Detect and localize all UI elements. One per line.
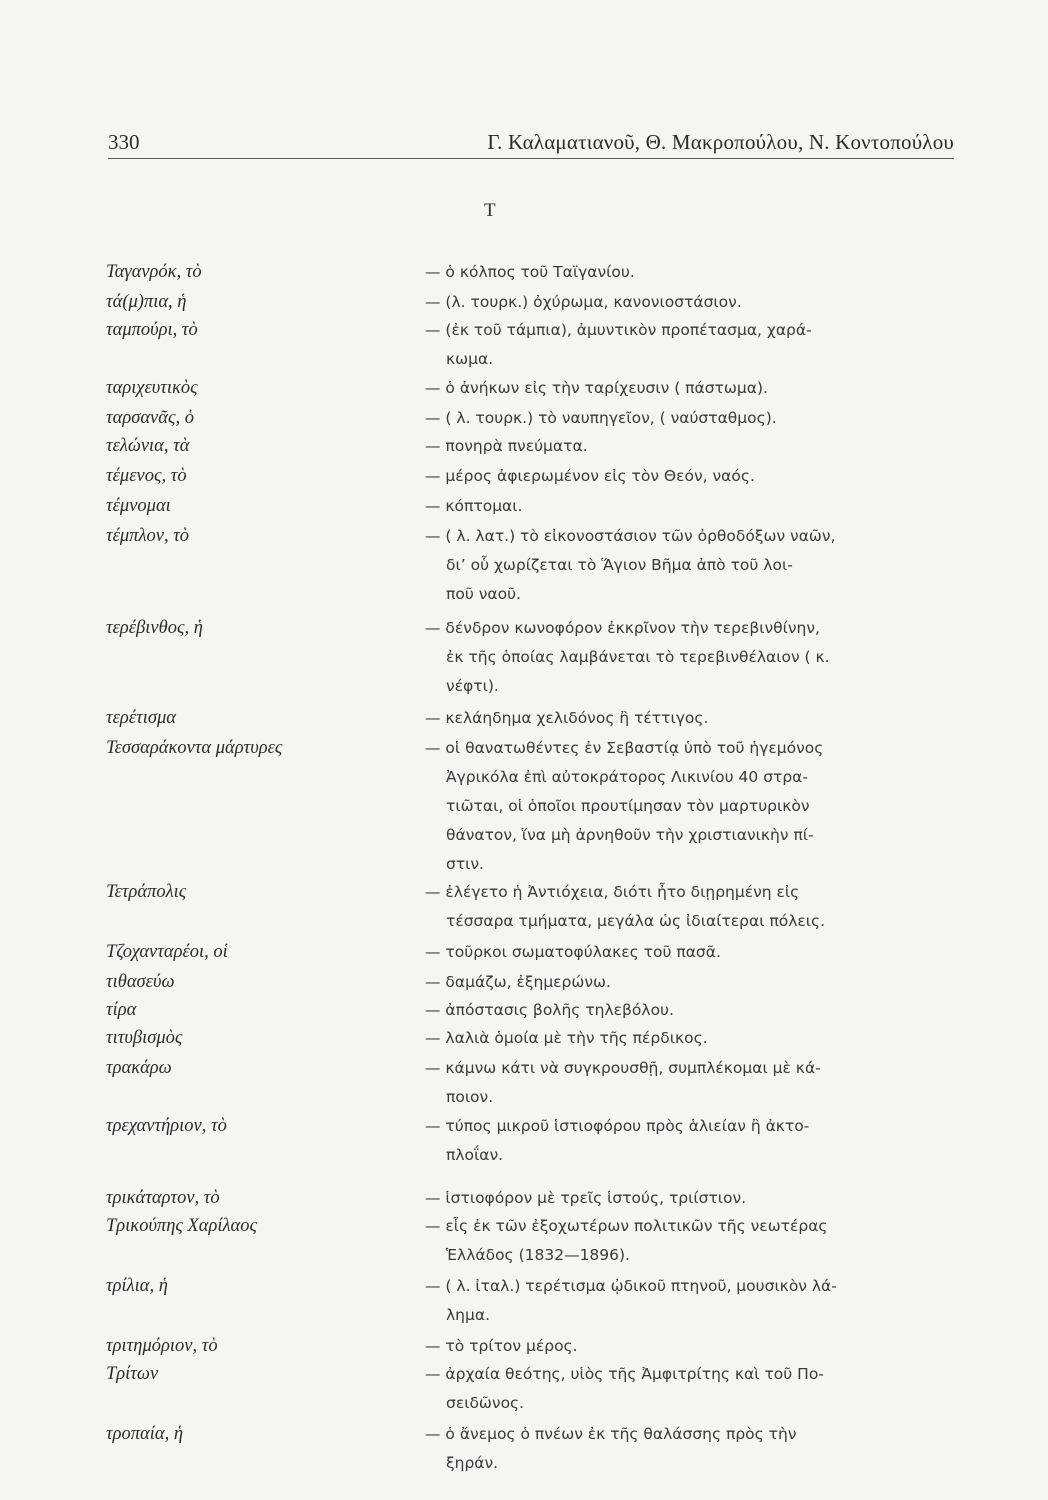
entry-term: Τεσσαράκοντα μάρτυρες [106, 738, 283, 758]
entry-term: ταμπούρι, τὸ [106, 320, 198, 340]
entry-term: τελώνια, τὰ [106, 436, 190, 456]
definition-line: — τοῦρκοι σωματοφύλακες τοῦ πασᾶ. [425, 943, 721, 961]
entry-term: τέμνομαι [106, 496, 171, 516]
entry-definition [425, 1332, 965, 1361]
definition-line: — πονηρὰ πνεύματα. [425, 437, 588, 455]
entry-term: τέμενος, τὸ [106, 466, 187, 486]
entry-definition [425, 996, 965, 1025]
definition-line: — ἐλέγετο ἡ Ἀντιόχεια, διότι ἦτο διῃρημένη εἰς [425, 883, 800, 901]
entry-term: Τρίτων [106, 1364, 159, 1384]
entry-definition [425, 404, 965, 433]
entry-term: τερέτισμα [106, 708, 176, 728]
definition-line: στιν. [446, 855, 484, 873]
entry-definition [425, 288, 965, 317]
definition-line: — δένδρον κωνοφόρον ἐκκρῖνον τὴν τερεβινθίνην, [425, 619, 820, 637]
entry-definition [425, 734, 965, 879]
definition-line: — τὸ τρίτον μέρος. [425, 1337, 578, 1355]
entry-definition [425, 522, 965, 609]
entry-term: τά(μ)πια, ἡ [106, 292, 187, 312]
entry-definition [425, 968, 965, 997]
definition-line: — ἱστιοφόρον μὲ τρεῖς ἱστούς, τριίστιον. [425, 1189, 747, 1207]
section-letter: Τ [484, 200, 496, 221]
definition-line: — ( λ. ἰταλ.) τερέτισμα ᾠδικοῦ πτηνοῦ, μουσικὸν λά- [425, 1277, 837, 1295]
definition-line: Ἑλλάδος (1832—1896). [446, 1246, 630, 1264]
definition-line: — λαλιὰ ὁμοία μὲ τὴν τῆς πέρδικος. [425, 1029, 708, 1047]
definition-line: — ( λ. τουρκ.) τὸ ναυπηγεῖον, ( ναύσταθμος). [425, 409, 777, 427]
definition-line: — (λ. τουρκ.) ὀχύρωμα, κανονιοστάσιον. [425, 293, 742, 311]
definition-line: δι’ οὗ χωρίζεται τὸ Ἅγιον Βῆμα ἀπὸ τοῦ λοι- [446, 556, 793, 574]
definition-line: — ὁ ἀνήκων εἰς τὴν ταρίχευσιν ( πάστωμα). [425, 379, 768, 397]
entry-definition [425, 704, 965, 733]
entry-term: Τρικούπης Χαρίλαος [106, 1216, 258, 1236]
definition-line: πλοΐαν. [446, 1146, 504, 1164]
entry-definition [425, 1212, 965, 1270]
definition-line: ποῦ ναοῦ. [446, 585, 521, 603]
entry-definition [425, 374, 965, 403]
entry-definition [425, 878, 965, 936]
definition-line: — (ἐκ τοῦ τάμπια), ἀμυντικὸν προπέτασμα, χαρά- [425, 321, 812, 339]
definition-line: — ἀπόστασις βολῆς τηλεβόλου. [425, 1001, 674, 1019]
entry-term: τίρα [106, 1000, 137, 1020]
entry-term: τρακάρω [106, 1058, 172, 1078]
definition-line: — εἷς ἐκ τῶν ἐξοχωτέρων πολιτικῶν τῆς νεωτέρας [425, 1217, 828, 1235]
entry-definition [425, 258, 965, 287]
entry-term: τερέβινθος, ἡ [106, 618, 203, 638]
definition-line: — ὁ κόλπος τοῦ Ταϊγανίου. [425, 263, 635, 281]
definition-line: ἐκ τῆς ὁποίας λαμβάνεται τὸ τερεβινθέλαιον ( κ. [446, 648, 830, 666]
running-head: Γ. Καλαματιανοῦ, Θ. Μακροπούλου, Ν. Κοντοπούλου [487, 130, 954, 154]
page-number: 330 [108, 130, 140, 154]
definition-line: τιῶται, οἱ ὁποῖοι προυτίμησαν τὸν μαρτυρικὸν [446, 797, 810, 815]
definition-line: — ( λ. λατ.) τὸ εἰκονοστάσιον τῶν ὀρθοδόξων ναῶν, [425, 527, 836, 545]
entry-definition [425, 1184, 965, 1213]
entry-term: τρίλια, ἡ [106, 1276, 168, 1296]
definition-line: ξηράν. [446, 1454, 499, 1472]
definition-line: Ἀγρικόλα ἐπὶ αὐτοκράτορος Λικινίου 40 στρα- [446, 768, 808, 786]
entry-definition [425, 614, 965, 701]
entry-term: ταρσανᾶς, ὁ [106, 408, 194, 428]
entry-term: τιθασεύω [106, 972, 175, 992]
entry-term: Τζοχανταρέοι, οἱ [106, 942, 228, 962]
entry-term: τριτημόριον, τὸ [106, 1336, 218, 1356]
definition-line: νέφτι). [446, 677, 499, 695]
entry-definition [425, 1024, 965, 1053]
definition-line: — τύπος μικροῦ ἱστιοφόρου πρὸς ἁλιείαν ἢ ἀκτο- [425, 1117, 810, 1135]
entry-term: ταριχευτικὸς [106, 378, 198, 398]
entry-definition [425, 1272, 965, 1330]
definition-line: κωμα. [446, 350, 494, 368]
definition-line: σειδῶνος. [446, 1394, 525, 1412]
entry-definition [425, 1360, 965, 1418]
definition-line: — οἱ θανατωθέντες ἐν Σεβαστίᾳ ὑπὸ τοῦ ἡγεμόνος [425, 739, 824, 757]
entry-term: τρικάταρτον, τὸ [106, 1188, 220, 1208]
definition-line: ποιον. [446, 1088, 494, 1106]
entry-definition [425, 492, 965, 521]
definition-line: — ἀρχαία θεότης, υἱὸς τῆς Ἀμφιτρίτης καὶ τοῦ Πο- [425, 1365, 824, 1383]
definition-line: — κάμνω κάτι νὰ συγκρουσθῇ, συμπλέκομαι μὲ κά- [425, 1059, 821, 1077]
entry-term: τιτυβισμὸς [106, 1028, 183, 1048]
entry-definition [425, 316, 965, 374]
definition-line: — δαμάζω, ἐξημερώνω. [425, 973, 611, 991]
definition-line: θάνατον, ἵνα μὴ ἀρνηθοῦν τὴν χριστιανικὴν πί- [446, 826, 814, 844]
entry-term: Τετράπολις [106, 882, 187, 902]
definition-line: τέσσαρα τμήματα, μεγάλα ὡς ἰδιαίτεραι πόλεις. [446, 912, 826, 930]
definition-line: — μέρος ἀφιερωμένον εἰς τὸν Θεόν, ναός. [425, 467, 755, 485]
definition-line: — κόπτομαι. [425, 497, 523, 515]
definition-line: λημα. [446, 1306, 491, 1324]
entry-term: Ταγανρόκ, τὸ [106, 262, 202, 282]
entry-definition [425, 1420, 965, 1478]
definition-line: — ὁ ἄνεμος ὁ πνέων ἐκ τῆς θαλάσσης πρὸς τὴν [425, 1425, 797, 1443]
entry-term: τρεχαντήριον, τὸ [106, 1116, 227, 1136]
entry-definition [425, 938, 965, 967]
definition-line: — κελάηδημα χελιδόνος ἢ τέττιγος. [425, 709, 709, 727]
entry-definition [425, 462, 965, 491]
entry-definition [425, 432, 965, 461]
entry-definition [425, 1112, 965, 1170]
entry-term: τέμπλον, τὸ [106, 526, 190, 546]
entry-definition [425, 1054, 965, 1112]
entry-term: τροπαία, ἡ [106, 1424, 184, 1444]
